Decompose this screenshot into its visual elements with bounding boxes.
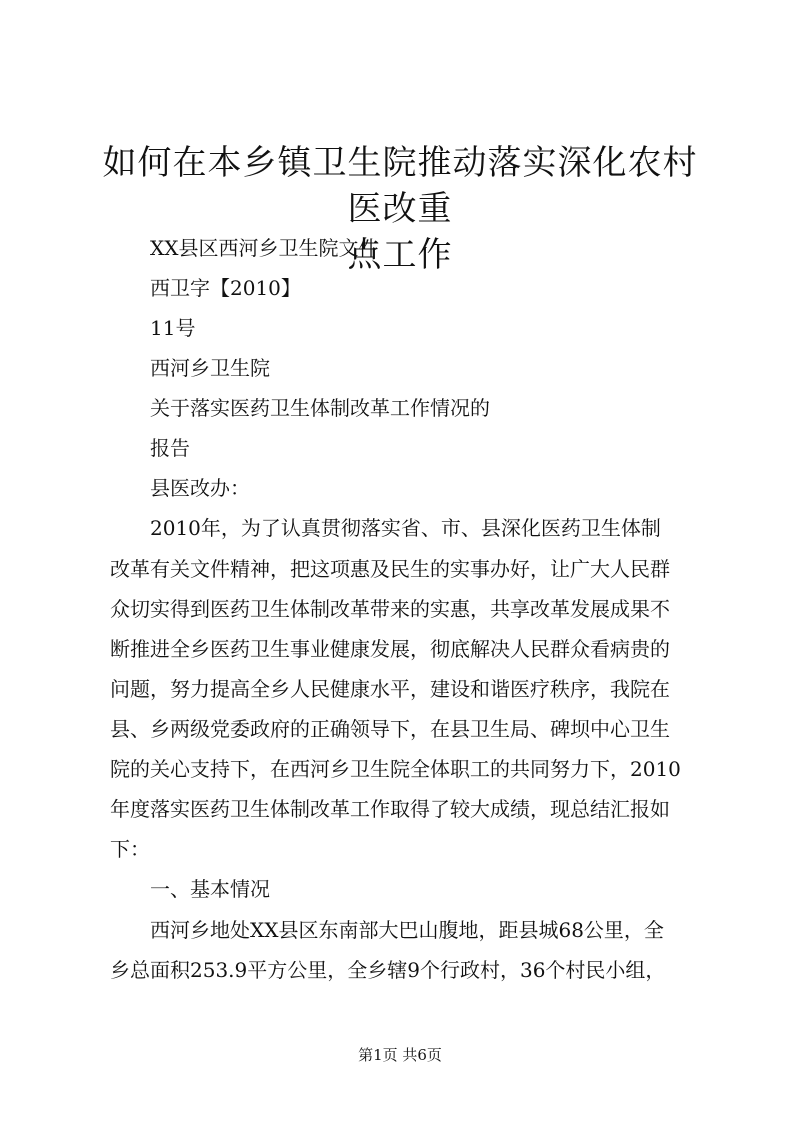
paragraph-line: 县、乡两级党委政府的正确领导下，在县卫生局、碑坝中心卫生 — [110, 717, 670, 741]
paragraph-line: 下： — [110, 837, 150, 861]
section-heading: 一、基本情况 — [150, 877, 270, 901]
paragraph-line: 断推进全乡医药卫生事业健康发展，彻底解决人民群众看病贵的 — [110, 637, 670, 661]
title-line-2: 点工作 — [347, 235, 453, 275]
paragraph-line: 问题，努力提高全乡人民健康水平，建设和谐医疗秩序，我院在 — [110, 677, 670, 701]
title-line-1: 如何在本乡镇卫生院推动落实深化农村医改重 — [102, 143, 698, 229]
report-subject: 关于落实医药卫生体制改革工作情况的 — [150, 396, 490, 420]
page-footer: 第1页 共6页 — [358, 1046, 442, 1064]
recipient-line: 县医改办： — [150, 476, 250, 500]
issuer-line: XX县区西河乡卫生院文件 — [150, 236, 379, 260]
issuing-organization: 西河乡卫生院 — [150, 356, 270, 380]
document-number: 西卫字【2010】 — [150, 276, 301, 300]
paragraph-line: 改革有关文件精神，把这项惠及民生的实事办好，让广大人民群 — [110, 557, 670, 581]
paragraph-line: 2010年，为了认真贯彻落实省、市、县深化医药卫生体制 — [150, 516, 661, 540]
paragraph-line: 众切实得到医药卫生体制改革带来的实惠，共享改革发展成果不 — [110, 597, 670, 621]
report-label: 报告 — [150, 436, 190, 460]
paragraph-line: 乡总面积253.9平方公里，全乡辖9个行政村，36个村民小组， — [110, 958, 666, 982]
paragraph-line: 西河乡地处XX县区东南部大巴山腹地，距县城68公里，全 — [150, 918, 664, 942]
paragraph-line: 院的关心支持下，在西河乡卫生院全体职工的共同努力下，2010 — [110, 757, 681, 781]
paragraph-line: 年度落实医药卫生体制改革工作取得了较大成绩，现总结汇报如 — [110, 797, 670, 821]
document-number-suffix: 11号 — [150, 316, 196, 340]
